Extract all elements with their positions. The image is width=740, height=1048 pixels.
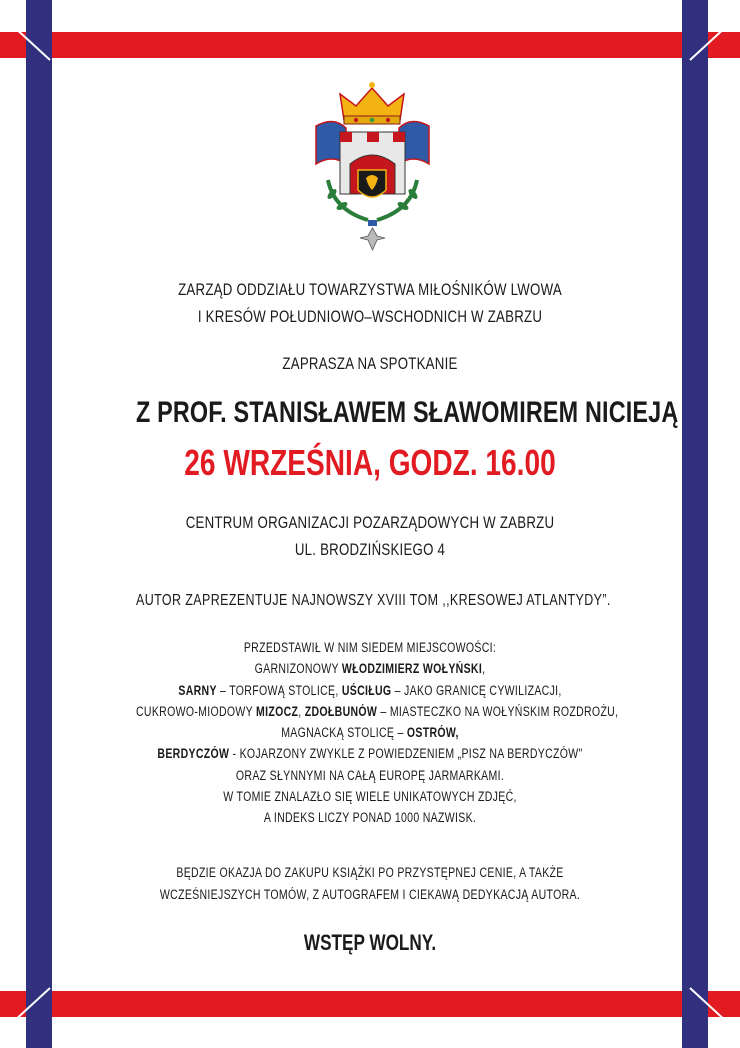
- offer-line-1: BĘDZIE OKAZJA DO ZAKUPU KSIĄŻKI PO PRZYSTĘPNEJ CENIE, A TAKŻE: [176, 865, 564, 880]
- guest-name: Z PROF. STANISŁAWEM SŁAWOMIREM NICIEJĄ: [136, 396, 679, 429]
- free-entry: WSTĘP WOLNY.: [303, 930, 437, 955]
- description-line: PRZEDSTAWIŁ W NIM SIEDEM MIEJSCOWOŚCI:: [243, 640, 497, 655]
- description-line: CUKROWO-MIODOWY MIZOCZ, ZDOŁBUNÓW – MIASTECZKO NA WOŁYŃSKIM ROZDROŻU,: [136, 703, 619, 719]
- event-datetime: 26 WRZEŚNIA, GODZ. 16.00: [184, 442, 556, 483]
- coat-of-arms-icon: [310, 80, 435, 252]
- organizer-line-1: ZARZĄD ODDZIAŁU TOWARZYSTWA MIŁOŚNIKÓW LWOWA: [178, 280, 562, 299]
- invite-text: ZAPRASZA NA SPOTKANIE: [282, 354, 458, 373]
- description-line: MAGNACKĄ STOLICĘ – OSTRÓW,: [281, 725, 459, 741]
- description-line: W TOMIE ZNALAZŁO SIĘ WIELE UNIKATOWYCH ZDJĘĆ,: [223, 789, 517, 805]
- organizer-block: [70, 276, 670, 330]
- author-line: AUTOR ZAPREZENTUJE NAJNOWSZY XVIII TOM ,,KRESOWEJ ATLANTYDY”.: [136, 592, 611, 609]
- book-description: [70, 637, 670, 829]
- description-line: SARNY – TORFOWĄ STOLICĘ, UŚCIŁUG – JAKO GRANICĘ CYWILIZACJI,: [178, 682, 562, 698]
- description-line: ORAZ SŁYNNYMI NA CAŁĄ EUROPĘ JARMARKAMI.: [235, 767, 505, 783]
- description-line: BERDYCZÓW - KOJARZONY ZWYKLE Z POWIEDZENIEM „PISZ NA BERDYCZÓW": [157, 746, 583, 762]
- venue-line-1: CENTRUM ORGANIZACJI POZARZĄDOWYCH W ZABRZU: [185, 513, 555, 532]
- venue-block: [70, 509, 670, 563]
- offer-line-2: WCZEŚNIEJSZYCH TOMÓW, Z AUTOGRAFEM I CIEKAWĄ DEDYKACJĄ AUTORA.: [159, 887, 581, 902]
- venue-line-2: UL. BRODZIŃSKIEGO 4: [294, 540, 446, 559]
- description-line: A INDEKS LICZY PONAD 1000 NAZWISK.: [263, 810, 477, 826]
- purchase-offer: [70, 862, 670, 906]
- description-line: GARNIZONOWY WŁODZIMIERZ WOŁYŃSKI,: [254, 661, 486, 677]
- organizer-line-2: I KRESÓW POŁUDNIOWO–WSCHODNICH W ZABRZU: [197, 307, 543, 326]
